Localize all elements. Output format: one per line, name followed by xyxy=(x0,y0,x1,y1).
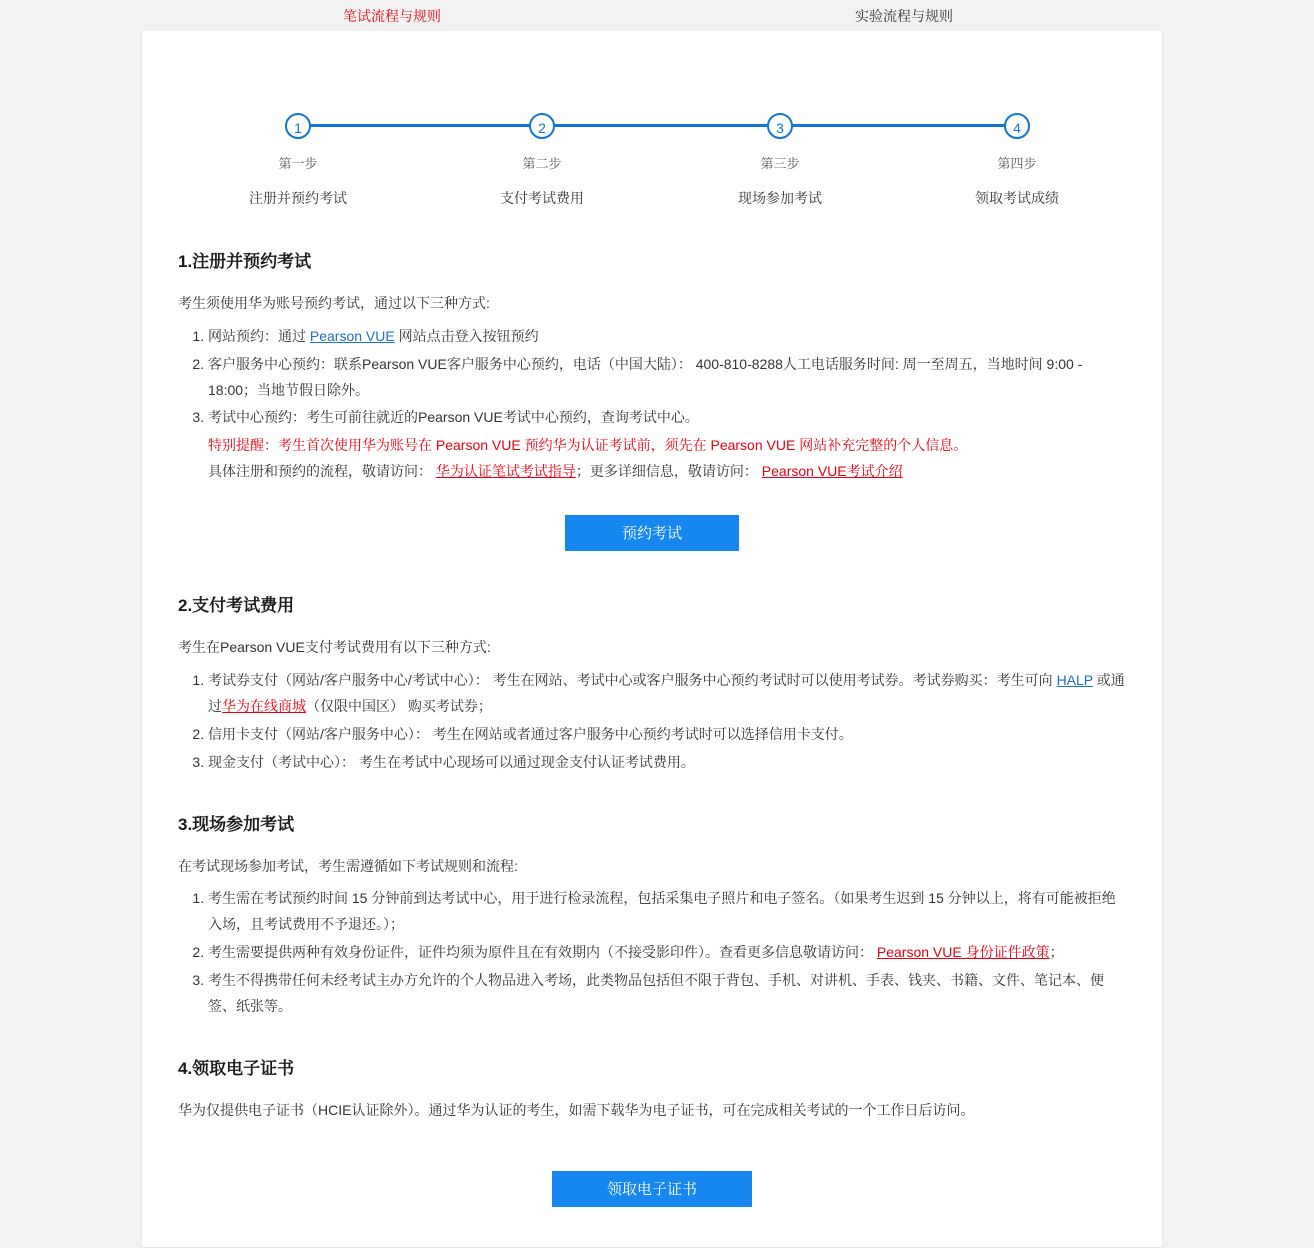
step-number-4: 4 xyxy=(1004,113,1030,139)
step-number-2: 2 xyxy=(529,113,555,139)
step-item-1 xyxy=(238,113,358,208)
step-order-1: 第一步 xyxy=(278,156,318,171)
step-number-3: 3 xyxy=(767,113,793,139)
s3-item2-pre: 考生需要提供两种有效身份证件，证件均须为原件且在有效期内（不接受影印件）。查看更多信息敬请访问： xyxy=(208,944,877,961)
section-2-lead: 考生在Pearson VUE支付考试费用有以下三种方式: xyxy=(178,639,491,656)
s2-item1-mid: 或通过 xyxy=(208,671,1125,714)
section-2-title: 2.支付考试费用 xyxy=(178,596,295,616)
section-2-list xyxy=(178,668,1126,776)
section-1-detail-line xyxy=(208,459,1126,485)
step-order-4: 第四步 xyxy=(997,156,1037,171)
pearson-vue-link[interactable]: Pearson VUE xyxy=(309,327,395,344)
get-certificate-button-wrap xyxy=(178,1131,1126,1207)
section-3-list xyxy=(178,886,1126,1019)
pearson-vue-exam-intro-link[interactable]: Pearson VUE考试介绍 xyxy=(761,463,903,480)
tab-lab-exam[interactable]: 实验流程与规则 xyxy=(855,8,953,24)
s2-item1-pre: 考试券支付（网站/客户服务中心/考试中心）： 考生在网站、考试中心或客户服务中心预约考试时可以使用考试券。考试券购买：考生可向 xyxy=(208,671,1057,688)
step-label-3: 现场参加考试 xyxy=(738,190,822,206)
s1-item1-pre: 网站预约：通过 xyxy=(208,327,310,344)
s1-detail-pre: 具体注册和预约的流程，敬请访问： xyxy=(208,463,432,480)
list-item xyxy=(208,940,1126,966)
step-order-2: 第二步 xyxy=(522,156,562,171)
section-4-lead: 华为仅提供电子证书（HCIE认证除外）。通过华为认证的考生，如需下载华为电子证书，可在完成相关考试的一个工作日后访问。 xyxy=(178,1101,975,1118)
step-item-3 xyxy=(720,113,840,208)
list-item: 2. 客户服务中心预约：联系Pearson VUE客户服务中心预约，电话（中国大陆）： 400-810-8288人工电话服务时间: 周一至周五，当地时间 9:00 - 18:00；当地节假日除外。 xyxy=(208,352,1126,404)
huawei-online-store-link[interactable]: 华为在线商城 xyxy=(222,697,306,714)
step-progress xyxy=(142,83,1162,213)
step-item-4 xyxy=(957,113,1077,208)
section-1-notes xyxy=(178,433,1126,485)
list-item xyxy=(208,324,1126,350)
section-4-title: 4.领取电子证书 xyxy=(178,1058,295,1078)
section-1-lead: 考生须使用华为账号预约考试，通过以下三种方式: xyxy=(178,295,490,311)
list-item xyxy=(208,668,1126,720)
list-item: 2. 信用卡支付（网站/客户服务中心）： 考生在网站或者通过客户服务中心预约考试时可以选择信用卡支付。 xyxy=(208,722,1126,748)
step-connector-line xyxy=(299,124,1019,127)
tab-written-exam[interactable]: 笔试流程与规则 xyxy=(343,8,441,24)
s1-item1-post: 网站点击登入按钮预约 xyxy=(394,327,539,344)
step-label-4: 领取考试成绩 xyxy=(975,190,1059,206)
s1-detail-mid: ；更多详细信息，敬请访问： xyxy=(575,463,758,480)
section-1-red-note: 特别提醒：考生首次使用华为账号在 Pearson VUE 预约华为认证考试前，须先在 Pearson VUE 网站补充完整的个人信息。 xyxy=(208,437,968,454)
huawei-written-exam-guide-link[interactable]: 华为认证笔试考试指导 xyxy=(435,463,576,480)
step-number-1: 1 xyxy=(285,113,311,139)
s3-item2-post: ； xyxy=(1049,944,1064,961)
list-item: 1. 考生需在考试预约时间 15 分钟前到达考试中心，用于进行检录流程，包括采集电子照片和电子签名。（如果考生迟到 15 分钟以上，将有可能被拒绝入场，且考试费用不予退还。）； xyxy=(208,886,1126,938)
pearson-vue-id-policy-link[interactable]: Pearson VUE 身份证件政策 xyxy=(876,944,1050,961)
step-label-1: 注册并预约考试 xyxy=(249,190,347,206)
list-item: 3. 考试中心预约：考生可前往就近的Pearson VUE考试中心预约，查询考试中心。 xyxy=(208,405,1126,431)
section-1-list xyxy=(178,324,1126,432)
get-certificate-button[interactable]: 领取电子证书 xyxy=(552,1171,752,1207)
content-card xyxy=(141,31,1163,1248)
halp-link[interactable]: HALP xyxy=(1056,671,1093,688)
step-label-2: 支付考试费用 xyxy=(500,190,584,206)
step-item-2 xyxy=(482,113,602,208)
book-exam-button[interactable]: 预约考试 xyxy=(565,515,739,551)
section-3-title: 3.现场参加考试 xyxy=(178,814,295,834)
content-body xyxy=(142,247,1162,1207)
section-1-title: 1.注册并预约考试 xyxy=(178,252,312,271)
book-exam-button-wrap xyxy=(178,485,1126,557)
section-3-lead: 在考试现场参加考试，考生需遵循如下考试规则和流程: xyxy=(178,857,518,874)
s2-item1-post: （仅限中国区） 购买考试券； xyxy=(306,697,492,714)
list-item: 3. 现金支付（考试中心）： 考生在考试中心现场可以通过现金支付认证考试费用。 xyxy=(208,750,1126,776)
tab-bar xyxy=(0,0,1314,31)
step-order-3: 第三步 xyxy=(760,156,800,171)
list-item: 3. 考生不得携带任何未经考试主办方允许的个人物品进入考场，此类物品包括但不限于背包、手机、对讲机、手表、钱夹、书籍、文件、笔记本、便签、纸张等。 xyxy=(208,968,1126,1020)
